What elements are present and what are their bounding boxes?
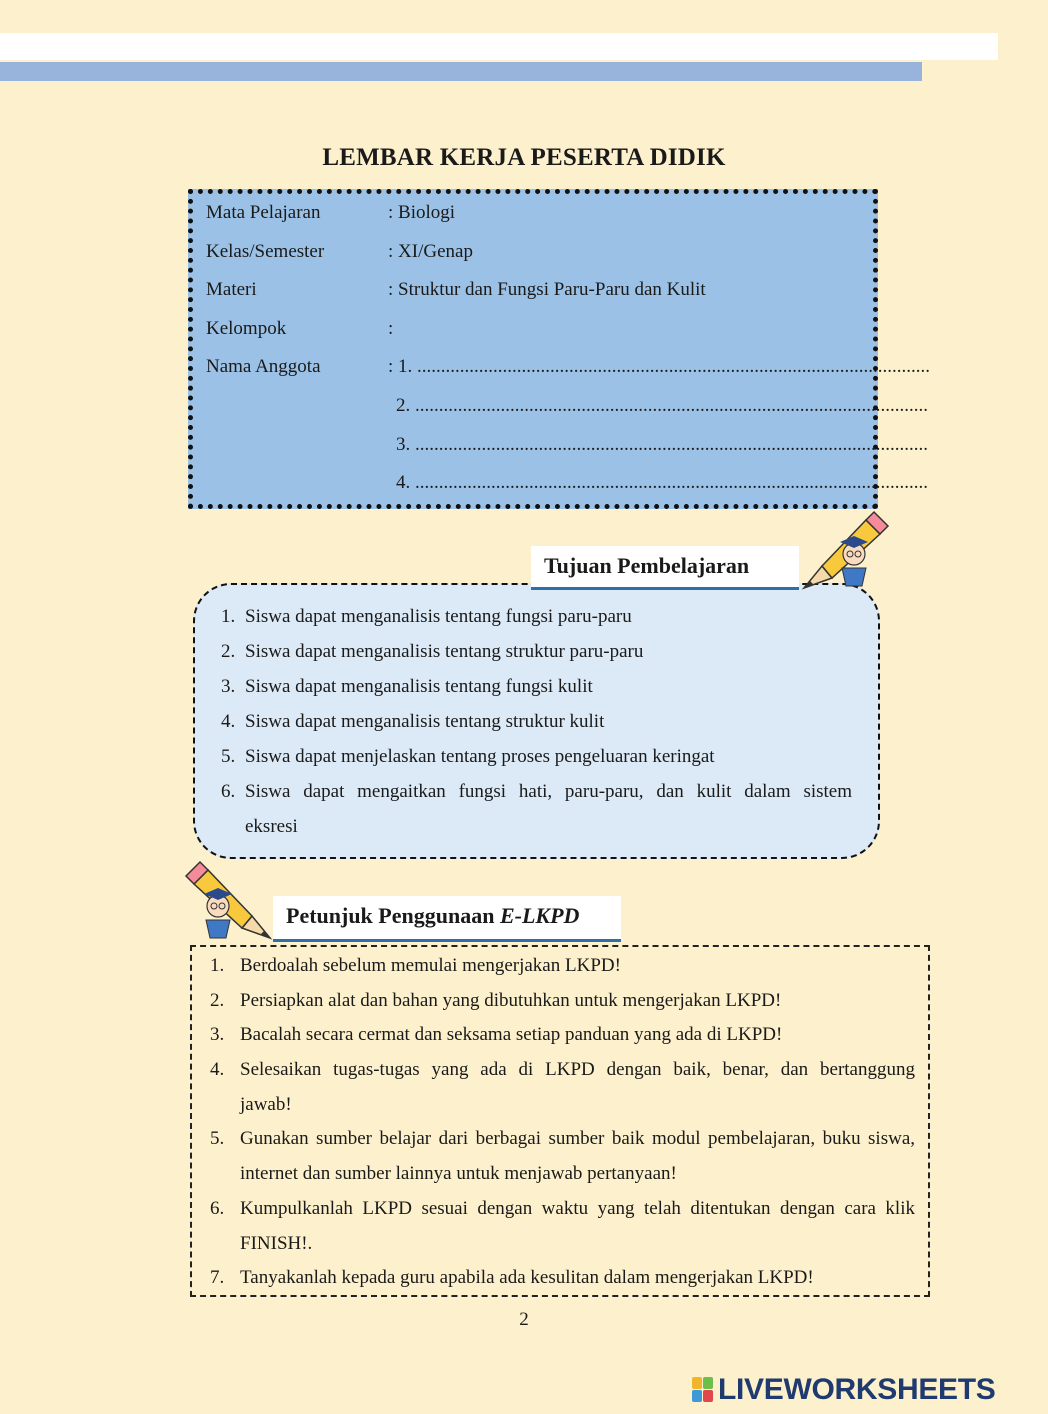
info-label: Materi [206, 279, 257, 300]
info-label: Kelompok [206, 318, 287, 339]
member-line-1[interactable]: : 1. ............................................................................................................ [388, 356, 931, 377]
page-title: LEMBAR KERJA PESERTA DIDIK [322, 144, 726, 171]
info-value: : [388, 318, 394, 339]
info-label: Nama Anggota [206, 356, 321, 377]
info-label: Mata Pelajaran [206, 202, 321, 223]
header-white-band [0, 33, 998, 60]
info-value: : Biologi [388, 202, 456, 223]
learning-objectives-heading: Tujuan Pembelajaran [531, 546, 799, 590]
liveworksheets-logo[interactable] [692, 1372, 996, 1408]
instructions-heading: Petunjuk Penggunaan E-LKPD [273, 896, 621, 942]
info-value: : XI/Genap [388, 241, 473, 262]
pencil-teacher-icon [186, 856, 278, 942]
info-label: Kelas/Semester [206, 241, 325, 262]
page-number: 2 [519, 1309, 529, 1330]
student-info-box [188, 189, 931, 509]
brand-name: LIVEWORKSHEETS [718, 1373, 996, 1406]
info-value: : Struktur dan Fungsi Paru-Paru dan Kulit [388, 279, 706, 300]
liveworksheets-icon [692, 1377, 714, 1403]
member-line-2[interactable]: 2. ............................................................................................................ [396, 395, 928, 416]
header-blue-band [0, 62, 922, 81]
member-line-4[interactable]: 4. ............................................................................................................ [396, 472, 928, 493]
pencil-teacher-icon [796, 508, 892, 592]
member-line-3[interactable]: 3. ............................................................................................................ [396, 434, 928, 455]
